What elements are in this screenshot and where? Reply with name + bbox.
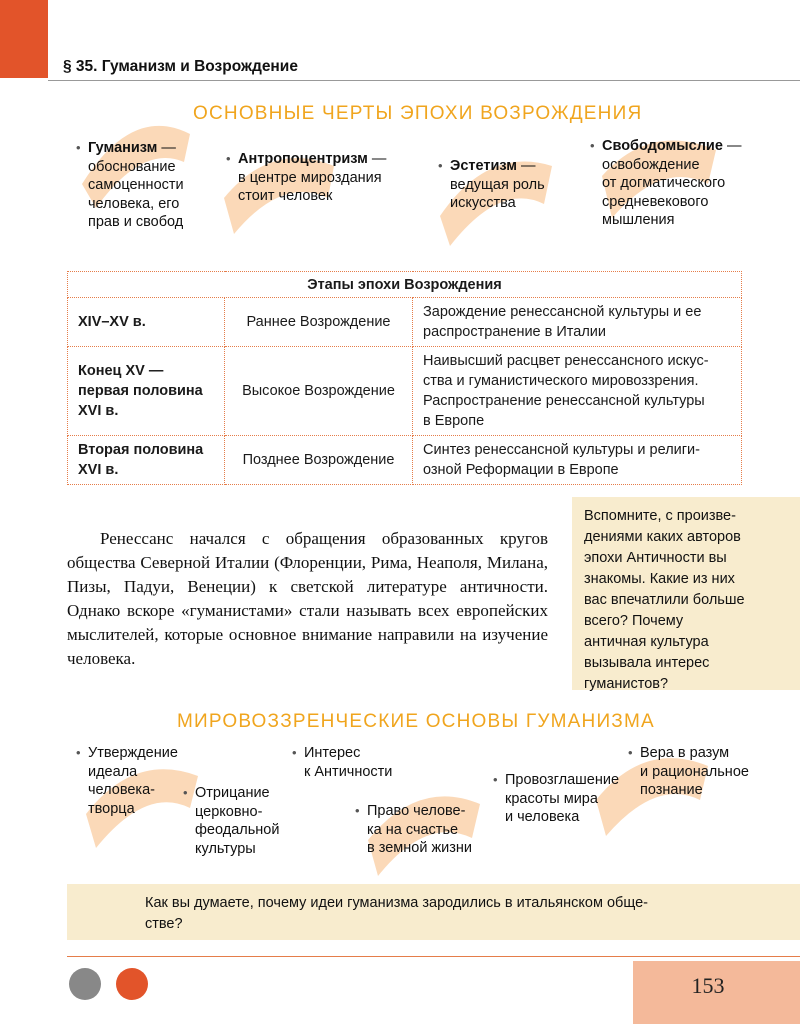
stages-table bbox=[67, 271, 742, 485]
bullet-icon: • bbox=[76, 745, 81, 760]
bullet-icon: • bbox=[292, 745, 297, 760]
basis-item-right-to-happiness: • Право челове- ка на счастье в земной жизни bbox=[355, 803, 473, 856]
stage-name-cell: Раннее Возрождение bbox=[225, 298, 413, 347]
basis-item-creator-ideal: • Утверждение идеала человека- творца bbox=[76, 745, 178, 817]
period-cell: Вторая половина XVI в. bbox=[68, 436, 225, 485]
main-paragraph: Ренессанс начался с обращения образованных кругов общества Северной Италии (Флоренции, Рима, Неаполя, Милана, Пизы, Падуи, Венеции) к светской литературе античности. Однако вскоре «гуманистами» стали называть всех европейских мыслителей, которые основное внимание направили на изучение человека. bbox=[67, 529, 548, 668]
page-header-title: § 35. Гуманизм и Возрождение bbox=[63, 58, 298, 75]
header-divider bbox=[48, 80, 800, 81]
basis-item-faith-in-reason: • Вера в разум и рациональное познание bbox=[628, 745, 749, 798]
stage-name-cell: Позднее Возрождение bbox=[225, 436, 413, 485]
gray-circle-marker bbox=[69, 968, 101, 1000]
table-row bbox=[68, 298, 742, 347]
feature-term: Свободомыслие bbox=[602, 138, 723, 154]
feature-term: Гуманизм bbox=[88, 140, 158, 156]
feature-item-aestheticism: • Эстетизм — ведущая роль искусства bbox=[438, 158, 545, 211]
period-cell: XIV–XV в. bbox=[68, 298, 225, 347]
bullet-icon: • bbox=[355, 803, 360, 818]
page-number-box bbox=[633, 961, 800, 1024]
basis-item-denial-of-feudal-culture: • Отрицание церковно- феодальной культуры bbox=[183, 785, 280, 857]
foundations-heading: МИРОВОЗЗРЕНЧЕСКИЕ ОСНОВЫ ГУМАНИЗМА bbox=[177, 711, 655, 732]
bullet-icon: • bbox=[493, 772, 498, 787]
basis-item-beauty-of-world: • Провозглашение красоты мира и человека bbox=[493, 772, 620, 825]
footer-divider bbox=[67, 956, 800, 957]
question-box: Как вы думаете, почему идеи гуманизма зародились в итальянском обще- стве? bbox=[67, 884, 800, 940]
period-cell: Конец XV — первая половина XVI в. bbox=[68, 347, 225, 436]
sidebar-question-box: Вспомните, с произве- дениями каких авторов эпохи Античности вы знакомы. Какие из них вас впечатлили больше всего? Почему античная культура вызывала интерес гуманистов? bbox=[572, 497, 800, 690]
bullet-icon: • bbox=[226, 151, 231, 166]
feature-term: Эстетизм bbox=[450, 158, 517, 174]
page-number: 153 bbox=[691, 973, 725, 998]
description-cell: Зарождение ренессансной культуры и ее распространение в Италии bbox=[413, 298, 742, 347]
orange-circle-marker bbox=[116, 968, 148, 1000]
features-heading: ОСНОВНЫЕ ЧЕРТЫ ЭПОХИ ВОЗРОЖДЕНИЯ bbox=[193, 103, 643, 124]
bullet-icon: • bbox=[183, 785, 188, 800]
corner-accent-block bbox=[0, 0, 48, 78]
bullet-icon: • bbox=[590, 138, 595, 153]
stage-name-cell: Высокое Возрождение bbox=[225, 347, 413, 436]
table-row bbox=[68, 347, 742, 436]
feature-item-freethinking: • Свободомыслие — освобождение от догматического средневекового мышления bbox=[590, 138, 742, 228]
table-row bbox=[68, 436, 742, 485]
description-cell: Наивысший расцвет ренессансного искус- ства и гуманистического мировоззрения. Распространение ренессансной культуры в Европе bbox=[413, 347, 742, 436]
description-cell: Синтез ренессансной культуры и религи- озной Реформации в Европе bbox=[413, 436, 742, 485]
basis-item-interest-in-antiquity: • Интерес к Античности bbox=[292, 745, 393, 780]
table-header-row bbox=[68, 272, 742, 298]
bullet-icon: • bbox=[628, 745, 633, 760]
bullet-icon: • bbox=[438, 158, 443, 173]
table-title: Этапы эпохи Возрождения bbox=[68, 272, 742, 298]
feature-term: Антропоцентризм bbox=[238, 151, 368, 167]
feature-item-anthropocentrism: • Антропоцентризм — в центре мироздания стоит человек bbox=[226, 151, 387, 204]
bullet-icon: • bbox=[76, 140, 81, 155]
feature-item-humanism: • Гуманизм — обоснование самоценности человека, его прав и свобод bbox=[76, 140, 184, 230]
